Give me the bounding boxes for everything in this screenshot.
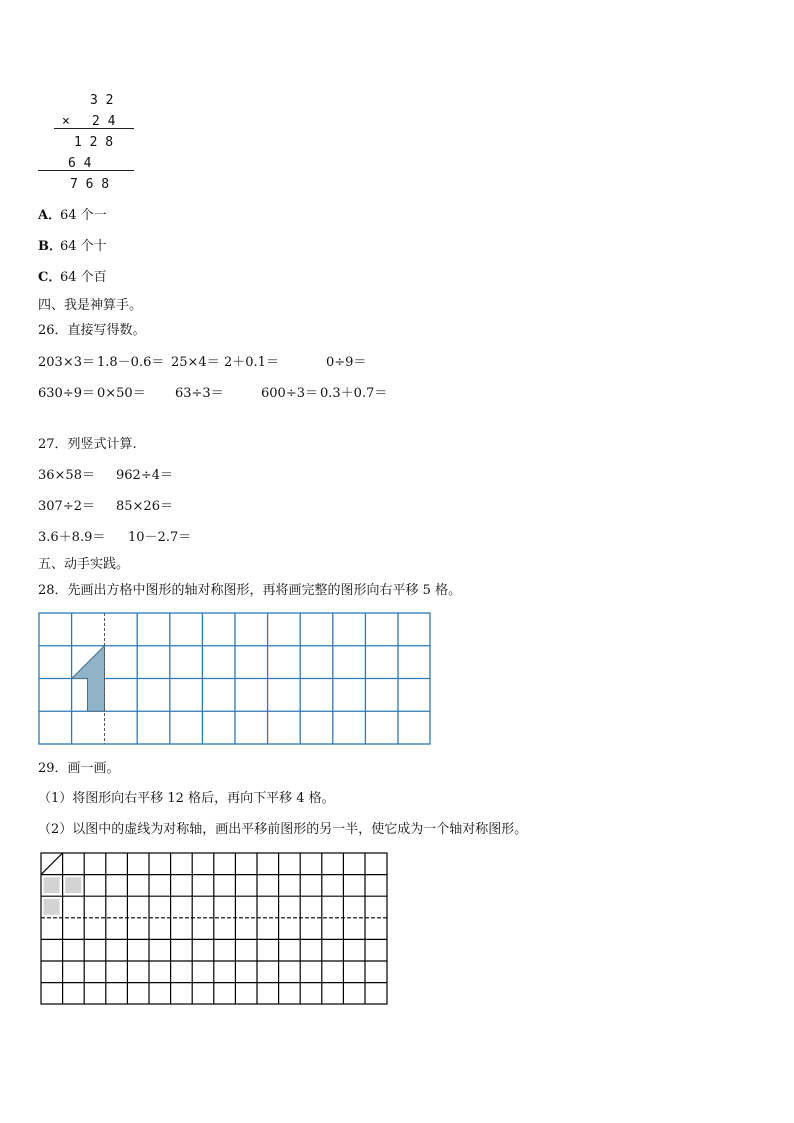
calc-line-5: 7 6 8 — [70, 177, 110, 192]
calc-line-2: 2 4 — [92, 114, 116, 129]
q29-title: 29．画一画。 — [38, 761, 120, 776]
q26-title: 26．直接写得数。 — [38, 323, 146, 338]
q26-item: 630÷9＝ — [38, 386, 95, 401]
calc-rule-1 — [54, 128, 134, 129]
q27-item: 10－2.7＝ — [128, 530, 192, 545]
q26-item: 600÷3＝ — [261, 386, 318, 401]
option-c-text: 64 个百 — [60, 270, 107, 285]
q28-grid — [38, 612, 432, 746]
q26-item: 0×50＝ — [97, 386, 146, 401]
q27-item: 36×58＝ — [38, 468, 95, 483]
q26-item: 63÷3＝ — [175, 386, 224, 401]
calc-line-3: 1 2 8 — [74, 135, 114, 150]
q26-item: 25×4＝ — [171, 355, 220, 370]
q29-grid-lines — [41, 853, 387, 1004]
option-a-letter: A． — [38, 208, 62, 223]
q27-title: 27．列竖式计算. — [38, 437, 137, 452]
calc-line-1: 3 2 — [90, 93, 114, 108]
q26-item: 0÷9＝ — [326, 355, 367, 370]
option-c-letter: C． — [38, 270, 62, 285]
q29-shape-diagonal — [41, 853, 63, 875]
q29-grid — [40, 852, 390, 1007]
q26-item: 0.3＋0.7＝ — [320, 386, 388, 401]
calc-times-sign: × — [62, 114, 70, 129]
q27-item: 3.6＋8.9＝ — [38, 530, 106, 545]
q29-part-2: （2）以图中的虚线为对称轴，画出平移前图形的另一半，使它成为一个轴对称图形。 — [38, 822, 528, 837]
q27-item: 307÷2＝ — [38, 499, 95, 514]
option-a-text: 64 个一 — [60, 208, 107, 223]
section-4-title: 四、我是神算手。 — [38, 298, 143, 313]
calc-line-4: 6 4 — [68, 156, 92, 171]
q26-item: 203×3＝ — [38, 355, 95, 370]
q26-item: 1.8－0.6＝ — [97, 355, 165, 370]
option-b-letter: B． — [38, 239, 62, 254]
section-5-title: 五、动手实践。 — [38, 557, 130, 572]
q29-part-1: （1）将图形向右平移 12 格后，再向下平移 4 格。 — [38, 791, 335, 806]
option-b-text: 64 个十 — [60, 239, 107, 254]
q28-title: 28．先画出方格中图形的轴对称图形，再将画完整的图形向右平移 5 格。 — [38, 583, 462, 598]
q26-item: 2＋0.1＝ — [224, 355, 279, 370]
q27-item: 85×26＝ — [116, 499, 173, 514]
q27-item: 962÷4＝ — [116, 468, 173, 483]
q28-shape — [72, 646, 105, 712]
calc-rule-2 — [38, 170, 134, 171]
